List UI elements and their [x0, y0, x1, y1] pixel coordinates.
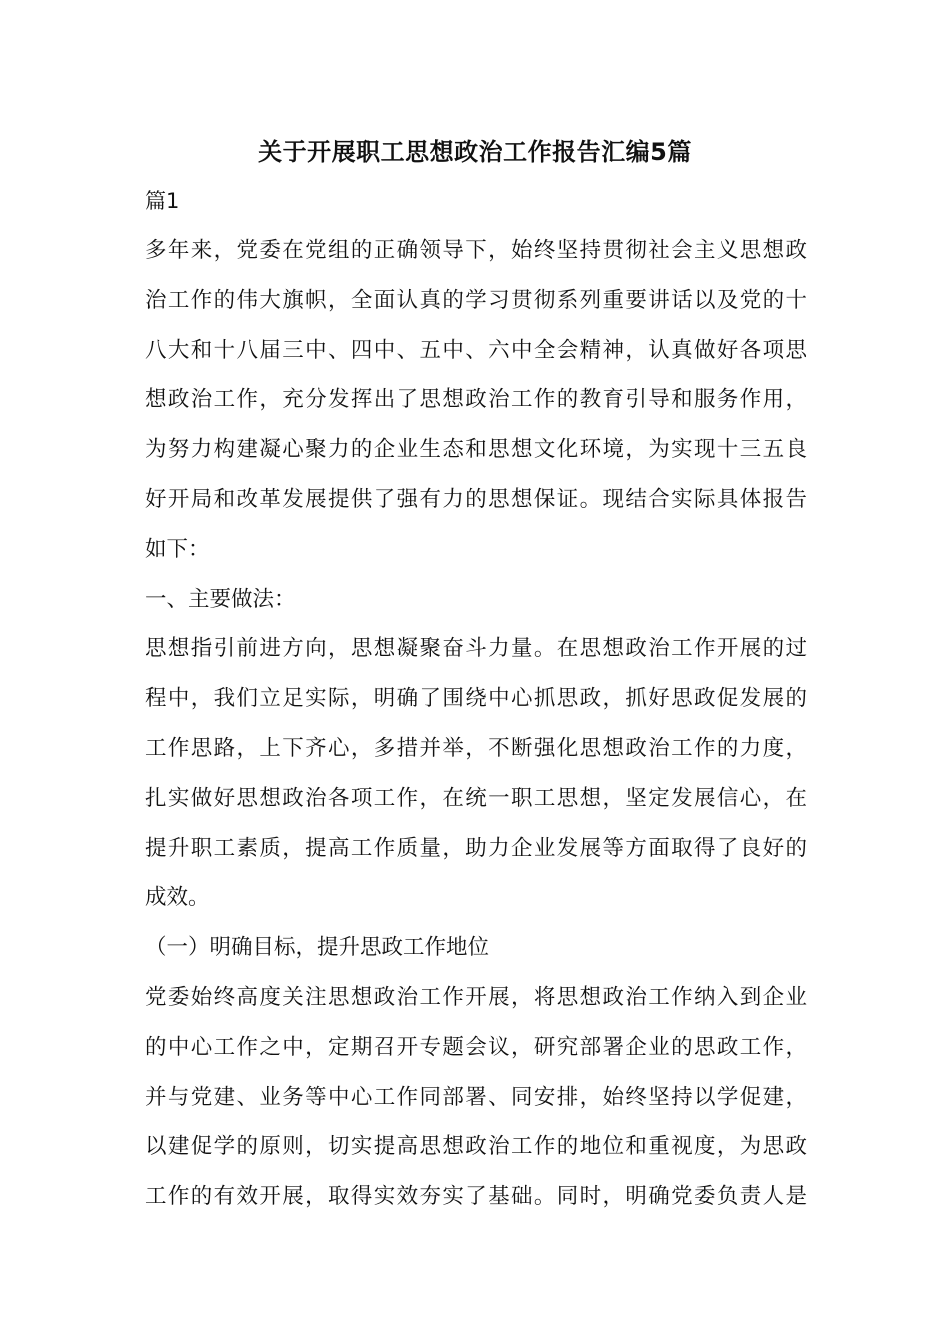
body-line: 的中心工作之中，定期召开专题会议，研究部署企业的思政工作， [145, 1034, 807, 1060]
body-line: 提升职工素质，提高工作质量，助力企业发展等方面取得了良好的 [145, 835, 807, 861]
section-label: 篇1 [145, 189, 180, 213]
body-line: 好开局和改革发展提供了强有力的思想保证。现结合实际具体报告 [145, 486, 807, 512]
body-line: 为努力构建凝心聚力的企业生态和思想文化环境，为实现十三五良 [145, 437, 807, 463]
body-line: 以建促学的原则，切实提高思想政治工作的地位和重视度，为思政 [145, 1134, 807, 1160]
body-line: 党委始终高度关注思想政治工作开展，将思想政治工作纳入到企业 [145, 984, 807, 1010]
body-line: 想政治工作，充分发挥出了思想政治工作的教育引导和服务作用， [145, 387, 807, 413]
body-line: 扎实做好思想政治各项工作，在统一职工思想，坚定发展信心，在 [145, 785, 807, 811]
document-title: 关于开展职工思想政治工作报告汇编5篇 [258, 138, 692, 166]
body-line: 程中，我们立足实际，明确了围绕中心抓思政，抓好思政促发展的 [145, 686, 807, 712]
body-line: 工作思路，上下齐心，多措并举，不断强化思想政治工作的力度， [145, 735, 807, 761]
body-line: 如下： [145, 536, 210, 562]
body-line: 思想指引前进方向，思想凝聚奋斗力量。在思想政治工作开展的过 [145, 636, 807, 662]
body-line: 工作的有效开展，取得实效夯实了基础。同时，明确党委负责人是 [145, 1184, 807, 1210]
body-line: 治工作的伟大旗帜，全面认真的学习贯彻系列重要讲话以及党的十 [145, 287, 807, 313]
body-line: 并与党建、业务等中心工作同部署、同安排，始终坚持以学促建， [145, 1084, 807, 1110]
body-line: 成效。 [145, 885, 210, 911]
document-body [145, 226, 807, 1222]
body-line: （一）明确目标，提升思政工作地位 [145, 935, 490, 961]
body-line: 八大和十八届三中、四中、五中、六中全会精神，认真做好各项思 [145, 337, 807, 363]
body-line: 多年来，党委在党组的正确领导下，始终坚持贯彻社会主义思想政 [145, 238, 807, 263]
body-line: 一、主要做法： [145, 586, 296, 612]
